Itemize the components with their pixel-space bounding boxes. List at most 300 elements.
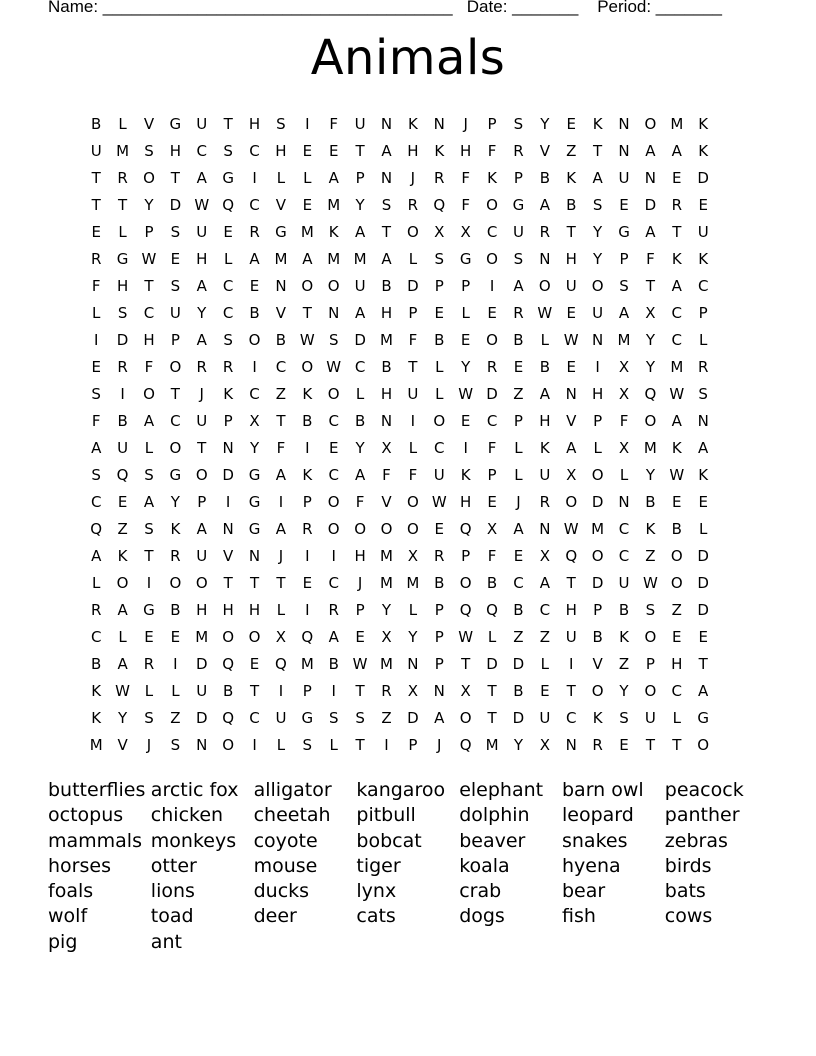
grid-letter: E — [434, 520, 445, 538]
grid-letter: E — [170, 250, 181, 268]
grid-letter: D — [697, 547, 709, 565]
grid-letter: N — [539, 520, 551, 538]
grid-letter: Q — [222, 709, 235, 727]
grid-letter: E — [672, 493, 682, 511]
grid-letter: Y — [408, 628, 418, 646]
grid-letter: E — [328, 142, 339, 160]
grid-letter: L — [223, 250, 233, 268]
grid-letter: Q — [459, 601, 472, 619]
grid-letter: P — [434, 628, 444, 646]
grid-letter: F — [276, 439, 286, 457]
grid-letter: U — [618, 169, 630, 187]
grid-letter: X — [486, 520, 498, 538]
grid-letter: S — [328, 331, 339, 349]
grid-letter: D — [354, 331, 366, 349]
grid-letter: Z — [566, 142, 577, 160]
grid-letter: S — [144, 709, 154, 727]
grid-letter: J — [410, 169, 416, 187]
grid-letter: P — [434, 277, 444, 295]
grid-letter: K — [407, 115, 418, 133]
grid-letter: C — [328, 466, 339, 484]
grid-letter: N — [222, 439, 234, 457]
grid-letter: N — [539, 250, 551, 268]
grid-letter: T — [593, 142, 603, 160]
grid-letter: L — [487, 628, 497, 646]
grid-letter: X — [618, 358, 630, 376]
grid-letter: I — [489, 277, 495, 295]
grid-letter: P — [461, 547, 471, 565]
grid-letter: E — [672, 628, 682, 646]
grid-letter: M — [89, 736, 103, 754]
grid-letter: B — [513, 682, 524, 700]
grid-letter: A — [539, 196, 550, 214]
grid-letter: O — [670, 547, 683, 565]
grid-letter: H — [539, 412, 551, 430]
grid-letter: K — [223, 385, 234, 403]
grid-letter: D — [116, 331, 129, 349]
grid-letter: D — [195, 655, 208, 673]
word-list-item: deer — [253, 905, 297, 928]
grid-letter: M — [643, 439, 657, 457]
grid-letter: M — [380, 574, 393, 592]
grid-letter: W — [326, 358, 342, 376]
grid-letter: U — [539, 466, 551, 484]
grid-letter: E — [698, 493, 708, 511]
grid-letter: N — [565, 385, 577, 403]
grid-letter: W — [458, 628, 474, 646]
grid-letter: I — [331, 547, 336, 565]
grid-letter: U — [196, 547, 208, 565]
grid-letter: Z — [618, 655, 630, 673]
word-list-item: ducks — [253, 880, 310, 903]
grid-letter: T — [276, 412, 286, 430]
grid-letter: M — [195, 628, 209, 646]
grid-letter: E — [698, 196, 708, 214]
grid-letter: I — [252, 169, 257, 187]
grid-letter: O — [143, 385, 155, 403]
grid-letter: M — [116, 142, 130, 160]
grid-letter: O — [697, 736, 710, 754]
grid-letter: Q — [459, 736, 472, 754]
grid-letter: D — [222, 466, 234, 484]
grid-letter: N — [565, 736, 577, 754]
grid-row — [83, 438, 716, 465]
grid-letter: F — [487, 547, 497, 565]
grid-letter: P — [698, 304, 708, 322]
grid-letter: S — [276, 115, 286, 133]
grid-row — [83, 114, 716, 141]
grid-letter: I — [463, 439, 468, 457]
grid-letter: P — [434, 601, 444, 619]
grid-letter: Q — [275, 655, 287, 673]
grid-letter: C — [249, 385, 260, 403]
grid-row — [83, 492, 716, 519]
grid-letter: S — [91, 466, 101, 484]
grid-letter: L — [118, 115, 127, 133]
word-list-item: arctic fox — [150, 779, 239, 801]
grid-letter: T — [487, 682, 497, 700]
grid-letter: V — [381, 493, 392, 511]
grid-letter: M — [617, 331, 631, 349]
grid-letter: U — [433, 466, 445, 484]
grid-letter: I — [384, 736, 389, 754]
grid-letter: F — [382, 466, 391, 484]
grid-letter: K — [566, 169, 577, 187]
grid-letter: T — [381, 223, 392, 241]
grid-letter: G — [248, 466, 261, 484]
grid-letter: O — [327, 520, 340, 538]
name-date-period-line: Name: _____________________________________ Date: _______ Period: _______ — [48, 0, 722, 16]
grid-letter: C — [697, 277, 709, 295]
grid-letter: K — [328, 223, 339, 241]
grid-letter: Y — [144, 196, 154, 214]
grid-letter: N — [618, 142, 630, 160]
grid-letter: U — [565, 277, 577, 295]
grid-letter: C — [513, 574, 524, 592]
grid-letter: Y — [197, 304, 207, 322]
grid-letter: O — [195, 466, 208, 484]
grid-letter: O — [222, 736, 235, 754]
grid-letter: T — [645, 277, 655, 295]
grid-letter: A — [249, 250, 260, 268]
grid-letter: U — [117, 439, 129, 457]
grid-letter: M — [327, 250, 341, 268]
grid-letter: R — [170, 547, 181, 565]
grid-letter: I — [173, 655, 178, 673]
word-list-item: bats — [664, 880, 706, 903]
grid-letter: B — [618, 601, 630, 619]
grid-letter: C — [90, 493, 102, 511]
grid-letter: L — [540, 331, 550, 349]
grid-row — [83, 249, 716, 276]
grid-letter: T — [355, 142, 365, 160]
grid-letter: K — [592, 115, 603, 133]
word-list-item: butterflies — [48, 779, 146, 801]
word-list-item: zebras — [664, 829, 728, 852]
grid-letter: P — [144, 223, 154, 241]
grid-letter: A — [196, 169, 207, 187]
grid-letter: D — [407, 277, 419, 295]
grid-row — [83, 411, 716, 438]
grid-letter: N — [592, 331, 604, 349]
grid-letter: O — [459, 574, 472, 592]
grid-letter: E — [619, 196, 629, 214]
grid-letter: A — [513, 277, 524, 295]
grid-letter: S — [170, 736, 181, 754]
grid-letter: L — [408, 250, 418, 268]
word-list-item: alligator — [253, 779, 332, 801]
grid-letter: E — [91, 223, 101, 241]
word-list-item: cats — [356, 905, 396, 928]
grid-letter: N — [275, 277, 287, 295]
word-list-item: wolf — [48, 905, 88, 928]
grid-letter: X — [460, 682, 471, 700]
grid-letter: Q — [90, 520, 103, 538]
grid-letter: V — [143, 115, 155, 133]
grid-letter: O — [591, 466, 604, 484]
grid-letter: Z — [671, 601, 682, 619]
grid-letter: M — [485, 736, 499, 754]
grid-letter: V — [566, 412, 577, 430]
grid-letter: P — [487, 115, 497, 133]
grid-letter: M — [300, 223, 314, 241]
grid-letter: E — [302, 196, 313, 214]
grid-letter: H — [248, 115, 261, 133]
grid-letter: B — [302, 412, 313, 430]
grid-letter: X — [407, 682, 419, 700]
grid-letter: C — [618, 547, 630, 565]
grid-letter: C — [671, 682, 683, 700]
grid-letter: L — [276, 169, 286, 187]
grid-letter: N — [433, 682, 445, 700]
grid-letter: B — [592, 628, 603, 646]
grid-letter: T — [223, 574, 233, 592]
grid-letter: X — [434, 223, 445, 241]
grid-letter: Q — [222, 655, 235, 673]
grid-letter: E — [170, 628, 181, 646]
grid-letter: K — [460, 466, 471, 484]
grid-letter: E — [619, 736, 629, 754]
word-list-item: barn owl — [561, 779, 644, 801]
grid-letter: A — [275, 466, 287, 484]
grid-letter: H — [565, 601, 577, 619]
grid-letter: S — [91, 385, 101, 403]
word-list-item: peacock — [664, 779, 744, 801]
grid-letter: O — [591, 682, 604, 700]
grid-letter: H — [380, 385, 393, 403]
grid-letter: E — [460, 331, 471, 349]
grid-letter: H — [671, 655, 683, 673]
grid-letter: H — [169, 142, 181, 160]
grid-row — [83, 627, 716, 654]
grid-letter: O — [354, 520, 366, 538]
grid-letter: U — [592, 304, 604, 322]
grid-letter: P — [461, 277, 471, 295]
grid-letter: I — [331, 682, 336, 700]
grid-letter: A — [592, 169, 603, 187]
grid-letter: O — [301, 358, 314, 376]
grid-letter: O — [169, 439, 182, 457]
grid-letter: T — [302, 304, 312, 322]
grid-letter: H — [591, 385, 604, 403]
grid-letter: P — [645, 655, 655, 673]
grid-row — [83, 357, 716, 384]
grid-letter: B — [91, 115, 102, 133]
grid-letter: P — [513, 412, 523, 430]
grid-letter: Q — [486, 601, 498, 619]
grid-letter: N — [697, 412, 709, 430]
grid-letter: L — [672, 709, 681, 727]
grid-letter: I — [120, 385, 125, 403]
grid-letter: R — [302, 520, 313, 538]
grid-letter: H — [248, 601, 261, 619]
grid-letter: K — [592, 709, 603, 727]
grid-letter: B — [117, 412, 128, 430]
grid-letter: W — [563, 331, 579, 349]
grid-letter: R — [90, 601, 102, 619]
grid-letter: W — [458, 385, 474, 403]
grid-letter: S — [355, 709, 365, 727]
grid-letter: P — [355, 169, 365, 187]
grid-letter: F — [461, 196, 470, 214]
grid-letter: L — [514, 466, 523, 484]
grid-row — [83, 573, 716, 600]
grid-letter: A — [354, 304, 366, 322]
grid-letter: Z — [513, 628, 524, 646]
grid-letter: T — [672, 736, 682, 754]
grid-letter: V — [223, 547, 234, 565]
grid-letter: T — [249, 574, 260, 592]
grid-letter: G — [459, 250, 472, 268]
grid-letter: S — [698, 385, 708, 403]
grid-letter: W — [115, 682, 130, 700]
grid-letter: H — [222, 601, 234, 619]
grid-letter: N — [222, 520, 234, 538]
grid-letter: O — [644, 412, 657, 430]
grid-letter: D — [486, 655, 498, 673]
word-list-item: snakes — [561, 829, 628, 852]
grid-letter: J — [278, 547, 284, 565]
grid-letter: R — [249, 223, 260, 241]
grid-letter: G — [222, 169, 234, 187]
grid-letter: O — [248, 331, 261, 349]
grid-letter: B — [223, 682, 234, 700]
grid-letter: S — [144, 142, 154, 160]
grid-letter: A — [381, 250, 392, 268]
grid-letter: B — [249, 304, 260, 322]
grid-letter: H — [116, 277, 129, 295]
grid-letter: I — [305, 547, 310, 565]
grid-letter: N — [380, 169, 393, 187]
grid-letter: O — [565, 493, 578, 511]
grid-letter: G — [169, 466, 182, 484]
grid-letter: E — [513, 358, 524, 376]
grid-letter: O — [644, 628, 657, 646]
grid-letter: V — [539, 142, 550, 160]
grid-letter: Y — [118, 709, 128, 727]
grid-letter: T — [170, 169, 180, 187]
grid-letter: P — [434, 655, 444, 673]
grid-letter: T — [144, 547, 154, 565]
grid-letter: I — [278, 493, 284, 511]
grid-letter: T — [91, 196, 101, 214]
grid-letter: J — [199, 385, 204, 403]
word-list-item: cows — [664, 905, 713, 928]
grid-letter: C — [434, 439, 445, 457]
grid-row — [83, 681, 716, 708]
grid-letter: B — [328, 655, 339, 673]
word-list-item: lynx — [356, 880, 397, 903]
grid-letter: I — [305, 601, 310, 619]
grid-letter: Z — [275, 385, 287, 403]
word-list-item: bear — [561, 880, 606, 903]
grid-letter: F — [646, 250, 655, 268]
grid-letter: R — [117, 169, 128, 187]
grid-letter: P — [408, 304, 418, 322]
grid-letter: C — [249, 709, 260, 727]
grid-letter: U — [196, 223, 208, 241]
grid-row — [83, 222, 716, 249]
grid-letter: R — [328, 601, 339, 619]
word-list-item: kangaroo — [356, 779, 446, 801]
grid-row — [83, 276, 716, 303]
grid-letter: I — [225, 493, 231, 511]
grid-letter: A — [143, 493, 155, 511]
grid-letter: P — [302, 682, 312, 700]
grid-letter: T — [461, 655, 471, 673]
grid-letter: K — [645, 520, 656, 538]
grid-letter: B — [381, 358, 392, 376]
grid-letter: C — [671, 304, 683, 322]
grid-letter: C — [354, 358, 366, 376]
grid-letter: D — [486, 385, 498, 403]
grid-letter: O — [591, 547, 604, 565]
grid-letter: I — [305, 439, 310, 457]
grid-letter: P — [619, 250, 629, 268]
word-list-item: hyena — [561, 854, 621, 877]
grid-letter: R — [434, 547, 445, 565]
grid-letter: O — [459, 709, 472, 727]
grid-letter: K — [487, 169, 497, 187]
grid-letter: S — [170, 277, 181, 295]
grid-letter: Z — [645, 547, 656, 565]
grid-letter: N — [380, 115, 393, 133]
grid-letter: I — [278, 682, 284, 700]
grid-letter: Y — [540, 115, 550, 133]
grid-letter: W — [299, 331, 315, 349]
grid-letter: S — [144, 466, 154, 484]
grid-letter: S — [381, 196, 392, 214]
grid-letter: R — [539, 493, 551, 511]
grid-letter: F — [619, 412, 629, 430]
grid-letter: I — [410, 412, 416, 430]
grid-letter: Y — [513, 736, 524, 754]
grid-letter: X — [566, 466, 577, 484]
grid-letter: F — [91, 277, 101, 295]
grid-letter: O — [670, 574, 683, 592]
grid-letter: C — [249, 142, 260, 160]
grid-letter: Q — [116, 466, 129, 484]
grid-letter: B — [381, 277, 392, 295]
grid-letter: P — [593, 601, 603, 619]
grid-letter: P — [513, 169, 523, 187]
grid-letter: X — [249, 412, 260, 430]
grid-letter: L — [435, 358, 444, 376]
grid-row — [83, 654, 716, 681]
grid-letter: R — [222, 358, 234, 376]
grid-letter: M — [380, 655, 393, 673]
grid-letter: T — [276, 574, 286, 592]
grid-letter: T — [566, 574, 576, 592]
grid-letter: K — [91, 709, 102, 727]
grid-letter: A — [539, 574, 550, 592]
grid-letter: C — [486, 412, 498, 430]
grid-letter: W — [537, 304, 553, 322]
word-list-item: leopard — [561, 804, 634, 827]
grid-letter: B — [434, 331, 445, 349]
grid-letter: F — [329, 115, 339, 133]
grid-letter: O — [169, 574, 182, 592]
grid-letter: A — [275, 520, 287, 538]
grid-letter: V — [117, 736, 128, 754]
word-list-item: dolphin — [459, 804, 530, 827]
grid-letter: T — [355, 682, 365, 700]
grid-letter: L — [171, 682, 180, 700]
grid-letter: E — [513, 547, 524, 565]
word-list-item: beaver — [459, 829, 526, 852]
grid-letter: H — [196, 250, 208, 268]
grid-letter: I — [595, 358, 600, 376]
